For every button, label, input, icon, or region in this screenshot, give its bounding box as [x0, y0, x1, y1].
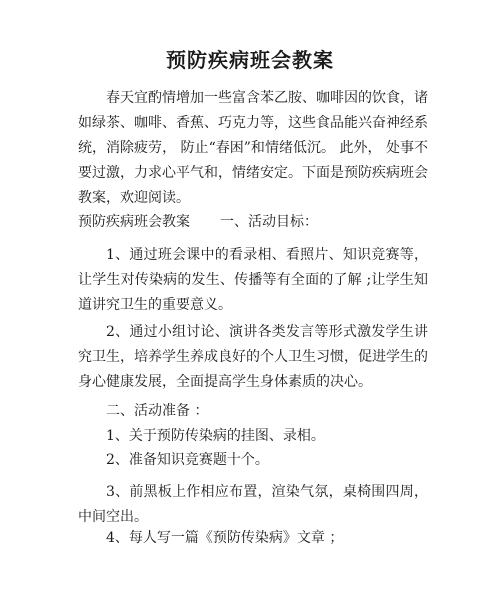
- document-title: 预防疾病班会教案: [166, 48, 334, 72]
- goal-item-2: 2、通过小组讨论、演讲各类发言等形式激发学生讲究卫生，培养学生养成良好的个人卫生习惯，促进学生的身心健康发展，全面提高学生身体素质的决心。: [78, 324, 428, 390]
- preparation-item-4: 4、每人写一篇《预防传染病》文章 ；: [106, 530, 344, 546]
- preparation-item-1: 1、关于预防传染病的挂图、录相。: [106, 428, 325, 444]
- lesson-plan-label: 预防疾病班会教案: [78, 214, 190, 230]
- preparation-heading: 二、活动准备 ：: [106, 403, 209, 419]
- goal-item-1: 1、通过班会课中的看录相、看照片、知识竞赛等，让学生对传染病的发生、传播等有全面的了解 ;让学生知道讲究卫生的重要意义。: [78, 247, 428, 313]
- intro-paragraph: 春天宜酌情增加一些富含苯乙胺、咖啡因的饮食，诸如绿茶、咖啡、香蕉、巧克力等，这些食品能兴奋神经系统，消除疲劳， 防止“春困”和情绪低沉。 此外， 处事不要过激，力求心平气和，情绪安定。下面是预防疾病班会教案，欢迎阅读。: [78, 90, 428, 206]
- preparation-item-2: 2、准备知识竞赛题十个。: [106, 452, 269, 468]
- section-heading-line: [78, 210, 428, 235]
- activity-goals-heading: 一、活动目标：: [220, 214, 318, 230]
- preparation-item-3: 3、前黑板上作相应布置，渲染气氛，桌椅围四周，中间空出。: [78, 484, 428, 525]
